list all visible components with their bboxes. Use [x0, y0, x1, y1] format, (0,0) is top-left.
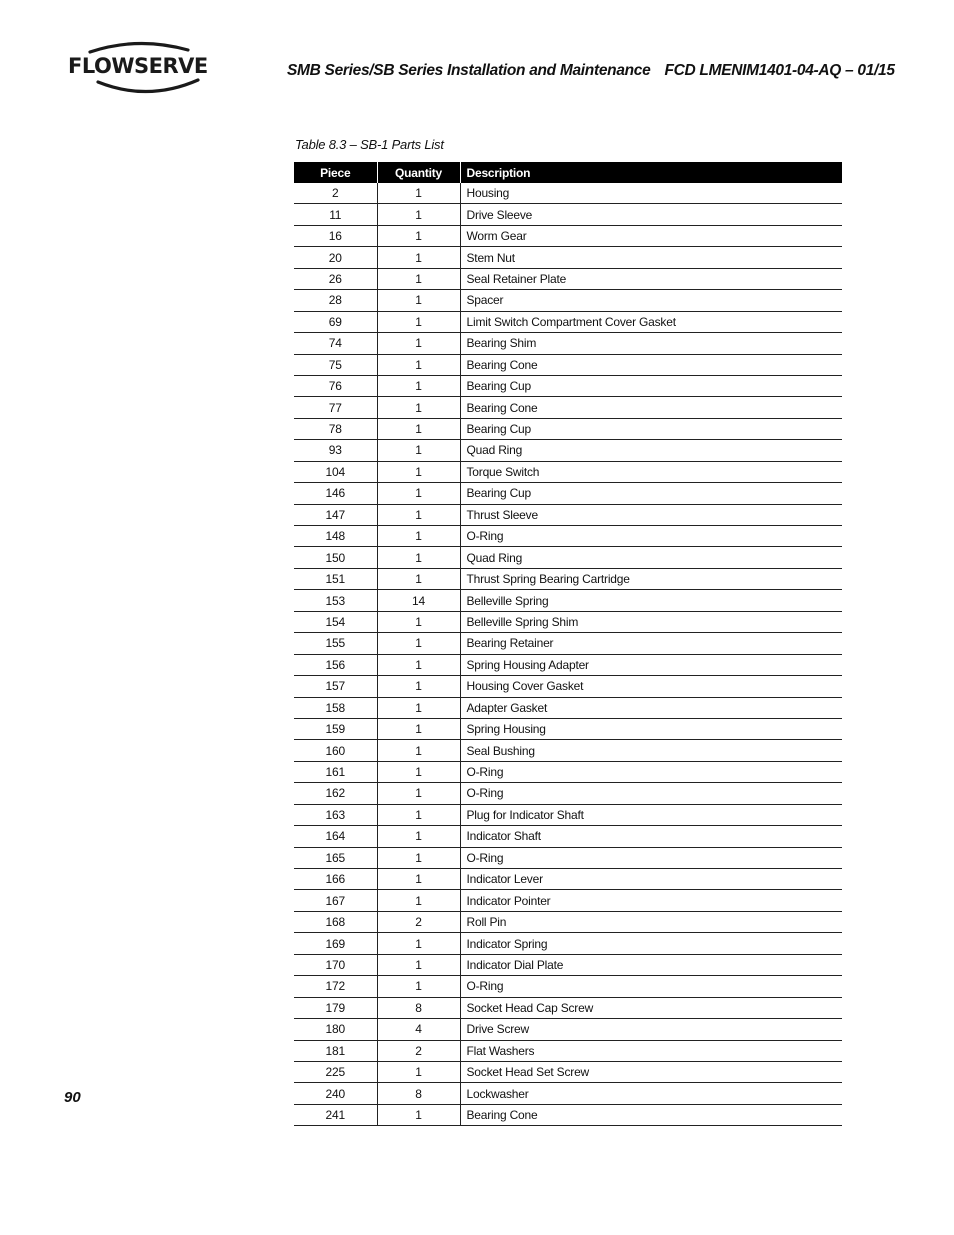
table-row	[294, 911, 842, 932]
description-cell: Bearing Shim	[460, 333, 842, 354]
piece-cell: 148	[294, 526, 377, 547]
description-cell: O-Ring	[460, 761, 842, 782]
quantity-cell: 1	[377, 375, 460, 396]
quantity-cell: 1	[377, 268, 460, 289]
description-cell: Limit Switch Compartment Cover Gasket	[460, 311, 842, 332]
table-row	[294, 311, 842, 332]
document-code: FCD LMENIM1401-04-AQ – 01/15	[664, 62, 895, 79]
quantity-cell: 1	[377, 783, 460, 804]
description-cell: Worm Gear	[460, 225, 842, 246]
description-cell: Spring Housing	[460, 718, 842, 739]
piece-cell: 104	[294, 461, 377, 482]
table-row	[294, 375, 842, 396]
table-row	[294, 397, 842, 418]
description-cell: Indicator Lever	[460, 869, 842, 890]
description-cell: Housing	[460, 183, 842, 204]
description-cell: Thrust Spring Bearing Cartridge	[460, 568, 842, 589]
quantity-cell: 1	[377, 976, 460, 997]
table-caption: Table 8.3 – SB-1 Parts List	[295, 137, 444, 152]
quantity-cell: 1	[377, 847, 460, 868]
table-row	[294, 290, 842, 311]
table-row	[294, 1040, 842, 1061]
piece-cell: 179	[294, 997, 377, 1018]
table-row	[294, 654, 842, 675]
piece-cell: 155	[294, 633, 377, 654]
table-row	[294, 568, 842, 589]
description-cell: Seal Bushing	[460, 740, 842, 761]
description-cell: Indicator Dial Plate	[460, 954, 842, 975]
quantity-cell: 2	[377, 911, 460, 932]
piece-cell: 240	[294, 1083, 377, 1104]
table-row	[294, 783, 842, 804]
table-row	[294, 611, 842, 632]
quantity-cell: 1	[377, 890, 460, 911]
quantity-cell: 1	[377, 526, 460, 547]
quantity-cell: 1	[377, 611, 460, 632]
table-row	[294, 354, 842, 375]
quantity-cell: 8	[377, 1083, 460, 1104]
quantity-cell: 1	[377, 933, 460, 954]
page-header	[287, 62, 895, 80]
quantity-cell: 1	[377, 869, 460, 890]
description-cell: Quad Ring	[460, 440, 842, 461]
quantity-cell: 1	[377, 718, 460, 739]
table-row	[294, 933, 842, 954]
quantity-cell: 1	[377, 418, 460, 439]
description-cell: Flat Washers	[460, 1040, 842, 1061]
table-row	[294, 890, 842, 911]
table-row	[294, 183, 842, 204]
piece-cell: 11	[294, 204, 377, 225]
piece-cell: 157	[294, 676, 377, 697]
description-cell: Drive Screw	[460, 1019, 842, 1040]
table-row	[294, 440, 842, 461]
description-cell: Bearing Retainer	[460, 633, 842, 654]
quantity-cell: 1	[377, 804, 460, 825]
table-row	[294, 826, 842, 847]
piece-cell: 154	[294, 611, 377, 632]
column-header-piece: Piece	[294, 162, 377, 183]
quantity-cell: 1	[377, 225, 460, 246]
description-cell: Bearing Cone	[460, 397, 842, 418]
description-cell: O-Ring	[460, 976, 842, 997]
piece-cell: 159	[294, 718, 377, 739]
quantity-cell: 14	[377, 590, 460, 611]
piece-cell: 147	[294, 504, 377, 525]
description-cell: Spring Housing Adapter	[460, 654, 842, 675]
table-row	[294, 869, 842, 890]
table-row	[294, 590, 842, 611]
piece-cell: 151	[294, 568, 377, 589]
piece-cell: 150	[294, 547, 377, 568]
piece-cell: 225	[294, 1061, 377, 1082]
logo-wordmark: FLOWSERVE	[68, 54, 208, 78]
table-row	[294, 697, 842, 718]
description-cell: O-Ring	[460, 847, 842, 868]
description-cell: Lockwasher	[460, 1083, 842, 1104]
quantity-cell: 1	[377, 483, 460, 504]
description-cell: Drive Sleeve	[460, 204, 842, 225]
table-row	[294, 461, 842, 482]
piece-cell: 158	[294, 697, 377, 718]
quantity-cell: 1	[377, 290, 460, 311]
piece-cell: 167	[294, 890, 377, 911]
description-cell: Belleville Spring Shim	[460, 611, 842, 632]
quantity-cell: 1	[377, 333, 460, 354]
table-body	[294, 183, 842, 1126]
piece-cell: 77	[294, 397, 377, 418]
table-row	[294, 976, 842, 997]
piece-cell: 172	[294, 976, 377, 997]
description-cell: Stem Nut	[460, 247, 842, 268]
piece-cell: 93	[294, 440, 377, 461]
table-header	[294, 162, 842, 183]
piece-cell: 153	[294, 590, 377, 611]
flowserve-logo	[68, 40, 208, 98]
description-cell: Bearing Cup	[460, 375, 842, 396]
piece-cell: 69	[294, 311, 377, 332]
column-header-description: Description	[460, 162, 842, 183]
quantity-cell: 1	[377, 954, 460, 975]
description-cell: Roll Pin	[460, 911, 842, 932]
description-cell: Indicator Spring	[460, 933, 842, 954]
table-row	[294, 526, 842, 547]
piece-cell: 76	[294, 375, 377, 396]
quantity-cell: 1	[377, 761, 460, 782]
description-cell: Quad Ring	[460, 547, 842, 568]
description-cell: Torque Switch	[460, 461, 842, 482]
table-row	[294, 333, 842, 354]
quantity-cell: 1	[377, 654, 460, 675]
document-title: SMB Series/SB Series Installation and Maintenance	[287, 62, 651, 79]
table-row	[294, 247, 842, 268]
description-cell: Thrust Sleeve	[460, 504, 842, 525]
piece-cell: 163	[294, 804, 377, 825]
piece-cell: 20	[294, 247, 377, 268]
description-cell: Socket Head Set Screw	[460, 1061, 842, 1082]
page-number: 90	[64, 1089, 81, 1106]
column-header-quantity: Quantity	[377, 162, 460, 183]
description-cell: Spacer	[460, 290, 842, 311]
table-row	[294, 633, 842, 654]
description-cell: Belleville Spring	[460, 590, 842, 611]
table-row	[294, 761, 842, 782]
table-row	[294, 547, 842, 568]
table-row	[294, 847, 842, 868]
description-cell: Socket Head Cap Screw	[460, 997, 842, 1018]
piece-cell: 161	[294, 761, 377, 782]
quantity-cell: 1	[377, 676, 460, 697]
quantity-cell: 1	[377, 697, 460, 718]
description-cell: Indicator Pointer	[460, 890, 842, 911]
table-row	[294, 718, 842, 739]
piece-cell: 170	[294, 954, 377, 975]
description-cell: Seal Retainer Plate	[460, 268, 842, 289]
description-cell: Bearing Cone	[460, 1104, 842, 1125]
piece-cell: 162	[294, 783, 377, 804]
piece-cell: 181	[294, 1040, 377, 1061]
piece-cell: 16	[294, 225, 377, 246]
quantity-cell: 1	[377, 204, 460, 225]
table-row	[294, 1083, 842, 1104]
quantity-cell: 1	[377, 461, 460, 482]
quantity-cell: 1	[377, 183, 460, 204]
piece-cell: 2	[294, 183, 377, 204]
piece-cell: 146	[294, 483, 377, 504]
table-row	[294, 204, 842, 225]
table-row	[294, 804, 842, 825]
parts-list-table	[294, 162, 842, 1126]
table-row	[294, 483, 842, 504]
table-row	[294, 997, 842, 1018]
table-row	[294, 504, 842, 525]
piece-cell: 156	[294, 654, 377, 675]
piece-cell: 164	[294, 826, 377, 847]
description-cell: Plug for Indicator Shaft	[460, 804, 842, 825]
piece-cell: 28	[294, 290, 377, 311]
table-row	[294, 268, 842, 289]
quantity-cell: 4	[377, 1019, 460, 1040]
quantity-cell: 8	[377, 997, 460, 1018]
quantity-cell: 1	[377, 826, 460, 847]
table-row	[294, 225, 842, 246]
description-cell: Adapter Gasket	[460, 697, 842, 718]
piece-cell: 168	[294, 911, 377, 932]
quantity-cell: 1	[377, 397, 460, 418]
table-row	[294, 418, 842, 439]
description-cell: Housing Cover Gasket	[460, 676, 842, 697]
table-row	[294, 676, 842, 697]
quantity-cell: 2	[377, 1040, 460, 1061]
piece-cell: 160	[294, 740, 377, 761]
piece-cell: 78	[294, 418, 377, 439]
quantity-cell: 1	[377, 247, 460, 268]
description-cell: Bearing Cup	[460, 483, 842, 504]
quantity-cell: 1	[377, 504, 460, 525]
piece-cell: 165	[294, 847, 377, 868]
description-cell: O-Ring	[460, 783, 842, 804]
piece-cell: 180	[294, 1019, 377, 1040]
quantity-cell: 1	[377, 568, 460, 589]
table-row	[294, 740, 842, 761]
piece-cell: 26	[294, 268, 377, 289]
piece-cell: 169	[294, 933, 377, 954]
description-cell: Bearing Cone	[460, 354, 842, 375]
table-row	[294, 1104, 842, 1125]
table-row	[294, 954, 842, 975]
table-row	[294, 1061, 842, 1082]
table-row	[294, 1019, 842, 1040]
description-cell: Indicator Shaft	[460, 826, 842, 847]
quantity-cell: 1	[377, 1061, 460, 1082]
quantity-cell: 1	[377, 547, 460, 568]
quantity-cell: 1	[377, 311, 460, 332]
piece-cell: 166	[294, 869, 377, 890]
quantity-cell: 1	[377, 440, 460, 461]
piece-cell: 241	[294, 1104, 377, 1125]
piece-cell: 75	[294, 354, 377, 375]
description-cell: Bearing Cup	[460, 418, 842, 439]
quantity-cell: 1	[377, 354, 460, 375]
description-cell: O-Ring	[460, 526, 842, 547]
piece-cell: 74	[294, 333, 377, 354]
quantity-cell: 1	[377, 633, 460, 654]
quantity-cell: 1	[377, 1104, 460, 1125]
quantity-cell: 1	[377, 740, 460, 761]
